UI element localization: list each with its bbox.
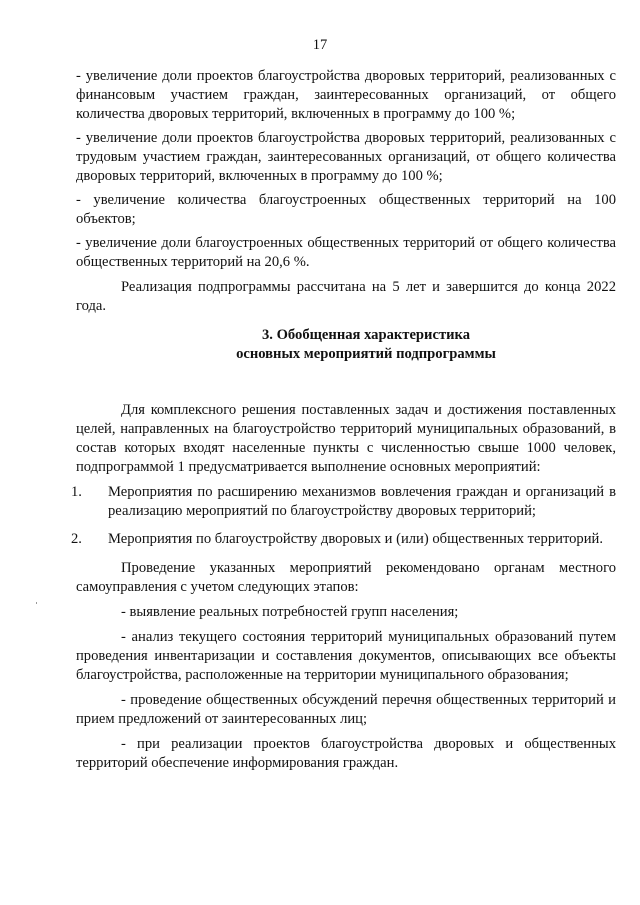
bullet-paragraph: - увеличение доли проектов благоустройства дворовых территорий, реализованных с финансовым участием граждан, заинтересованных организаций, от общего количества дворовых территорий, включенных в программу до 100 %; [76,68,616,122]
section-heading [76,326,616,364]
page-number: 17 [312,37,328,53]
stage-item: - при реализации проектов благоустройства дворовых и общественных территорий обеспечение информирования граждан. [76,736,616,771]
margin-mark [36,602,37,604]
stage-item: - выявление реальных потребностей групп населения; [121,604,459,620]
intro-paragraph: Для комплексного решения поставленных задач и достижения поставленных целей, направленных на благоустройство территорий муниципальных образований, в состав которых входят населенные пункты с численностью свыше 1000 человек, подпрограммой 1 предусматривается выполнение основных мероприятий: [76,402,616,475]
bullet-paragraph: - увеличение доли проектов благоустройства дворовых территорий, реализованных с трудовым участием граждан, заинтересованных организаций, от общего количества дворовых территорий, включенных в программу до 100 %; [76,130,616,184]
item-text: Мероприятия по благоустройству дворовых и (или) общественных территорий. [108,531,603,547]
stage-item: - анализ текущего состояния территорий муниципальных образований путем проведения инвентаризации и составления документов, описывающих все объекты благоустройства, расположенные на территории муниципального образования; [76,629,616,683]
numbered-item [71,530,616,549]
item-number: 2. [71,531,82,547]
bullet-paragraph: - увеличение доли благоустроенных общественных территорий от общего количества общественных территорий на 20,6 %. [76,235,616,270]
item-number: 1. [71,484,82,500]
stages-intro-paragraph: Проведение указанных мероприятий рекомендовано органам местного самоуправления с учетом следующих этапов: [76,560,616,595]
realization-paragraph: Реализация подпрограммы рассчитана на 5 лет и завершится до конца 2022 года. [76,279,616,314]
section-heading-line2: основных мероприятий подпрограммы [236,346,496,362]
stage-item: - проведение общественных обсуждений перечня общественных территорий и прием предложений от заинтересованных лиц; [76,692,616,727]
bullet-paragraph: - увеличение количества благоустроенных общественных территорий на 100 объектов; [76,192,616,227]
section-heading-line1: 3. Обобщенная характеристика [261,327,471,343]
item-text: Мероприятия по расширению механизмов вовлечения граждан и организаций в реализацию мероприятий по благоустройству дворовых территорий; [108,484,616,519]
numbered-item [71,483,616,521]
page-content [71,67,616,773]
